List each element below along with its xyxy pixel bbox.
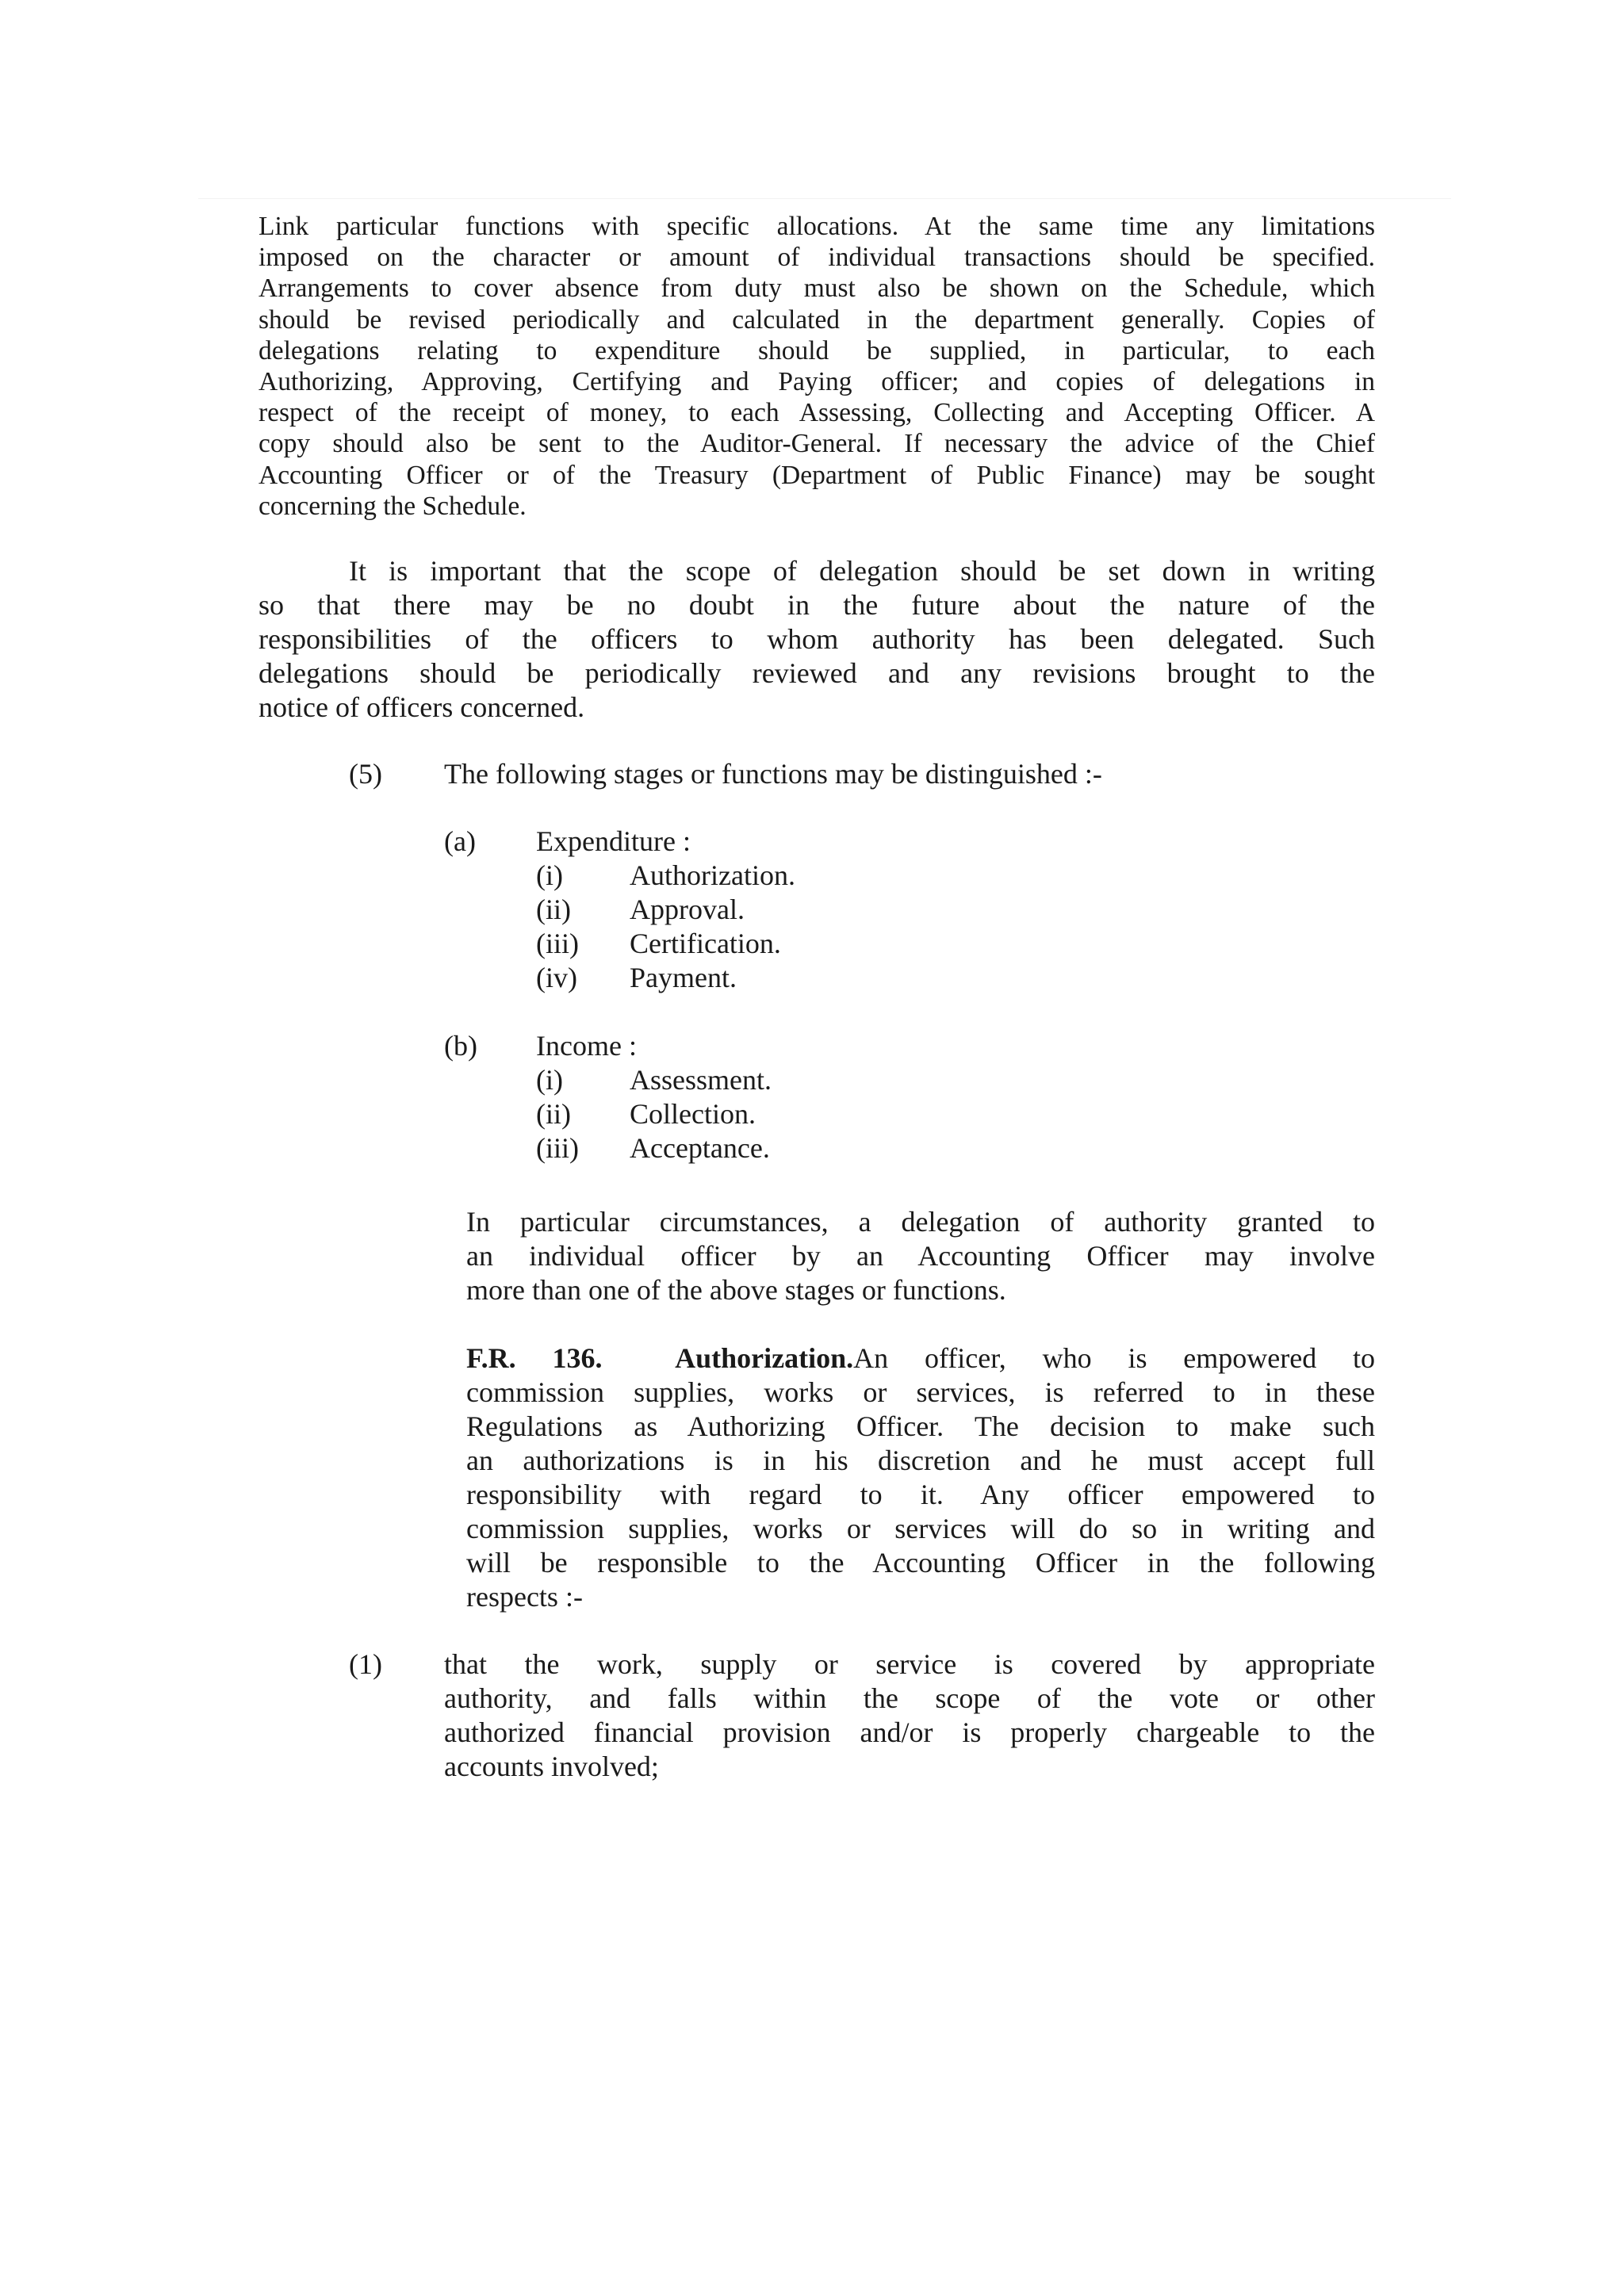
list-item-number: (iv): [536, 962, 577, 993]
list-item-number: (i): [536, 859, 563, 891]
regulation-first-line: An officer, who is empowered to: [853, 1342, 1376, 1374]
text-line: imposed on the character or amount of individual transactions should be specified.: [259, 243, 1375, 273]
paragraph-delegation-schedule: [259, 211, 1375, 522]
paragraph-particular-circumstances: [466, 1205, 1375, 1307]
regulation-heading: Authorization.: [675, 1342, 854, 1374]
list-letter: (b): [444, 1030, 477, 1062]
item-text: The following stages or functions may be distinguished :-: [444, 758, 1102, 790]
text-line: responsibilities of the officers to whom authority has been delegated. Such: [259, 623, 1375, 655]
list-item-number: (iii): [536, 1132, 579, 1164]
list-heading: Income :: [536, 1030, 637, 1062]
list-item: Assessment.: [630, 1064, 772, 1096]
regulation-ref: F.R. 136.: [466, 1342, 603, 1374]
text-line: Accounting Officer or of the Treasury (Department of Public Finance) may be sought: [259, 460, 1375, 490]
text-line: [466, 1341, 1375, 1376]
text-line: responsibility with regard to it. Any officer empowered to: [466, 1479, 1375, 1510]
text-line: accounts involved;: [444, 1751, 659, 1782]
list-item: Authorization.: [630, 859, 795, 891]
paragraph-scope-in-writing: [259, 554, 1375, 725]
text-line: respects :-: [466, 1581, 583, 1613]
list-item-number: (ii): [536, 1098, 571, 1130]
text-line: Arrangements to cover absence from duty must also be shown on the Schedule, which: [259, 274, 1375, 304]
text-line: more than one of the above stages or functions.: [466, 1274, 1006, 1306]
text-line: authorized financial provision and/or is properly chargeable to the: [444, 1716, 1375, 1748]
list-heading: Expenditure :: [536, 825, 691, 857]
text-line: Regulations as Authorizing Officer. The decision to make such: [466, 1410, 1375, 1442]
text-line: commission supplies, works or services, is referred to in these: [466, 1376, 1375, 1408]
list-item: Certification.: [630, 928, 781, 959]
text-line: concerning the Schedule.: [259, 491, 527, 521]
item-number: (1): [349, 1648, 382, 1680]
list-item: Acceptance.: [630, 1132, 770, 1164]
list-item-number: (ii): [536, 894, 571, 925]
text-line: should be revised periodically and calculated in the department generally. Copies of: [259, 304, 1375, 335]
text-line: copy should also be sent to the Auditor-General. If necessary the advice of the Chief: [259, 429, 1375, 459]
list-item-number: (iii): [536, 928, 579, 959]
text-line: notice of officers concerned.: [259, 691, 585, 723]
text-line: an individual officer by an Accounting Officer may involve: [466, 1240, 1375, 1272]
regulation-fr136: [466, 1341, 1375, 1614]
text-line: In particular circumstances, a delegation of authority granted to: [466, 1206, 1375, 1238]
text-line: It is important that the scope of delegation should be set down in writing: [349, 555, 1375, 587]
text-line: commission supplies, works or services will do so in writing and: [466, 1513, 1375, 1544]
text-line: that the work, supply or service is covered by appropriate: [444, 1648, 1375, 1680]
text-line: an authorizations is in his discretion and he must accept full: [466, 1445, 1375, 1476]
list-item: Approval.: [630, 894, 745, 925]
list-item-number: (i): [536, 1064, 563, 1096]
list-item: Collection.: [630, 1098, 756, 1130]
text-line: so that there may be no doubt in the future about the nature of the: [259, 589, 1375, 621]
item-number: (5): [349, 758, 382, 790]
text-line: respect of the receipt of money, to each Assessing, Collecting and Accepting Officer. A: [259, 398, 1375, 428]
list-item: Payment.: [630, 962, 737, 993]
text-line: will be responsible to the Accounting Officer in the following: [466, 1547, 1375, 1578]
item-one-text: [444, 1647, 1375, 1784]
text-line: delegations relating to expenditure should be supplied, in particular, to each: [259, 335, 1375, 365]
text-line: delegations should be periodically reviewed and any revisions brought to the: [259, 657, 1375, 689]
text-line: authority, and falls within the scope of the vote or other: [444, 1682, 1375, 1714]
text-line: Authorizing, Approving, Certifying and Paying officer; and copies of delegations in: [259, 367, 1375, 397]
text-line: Link particular functions with specific allocations. At the same time any limitations: [259, 212, 1375, 241]
list-letter: (a): [444, 825, 476, 857]
page-top-rule: [198, 198, 1451, 199]
